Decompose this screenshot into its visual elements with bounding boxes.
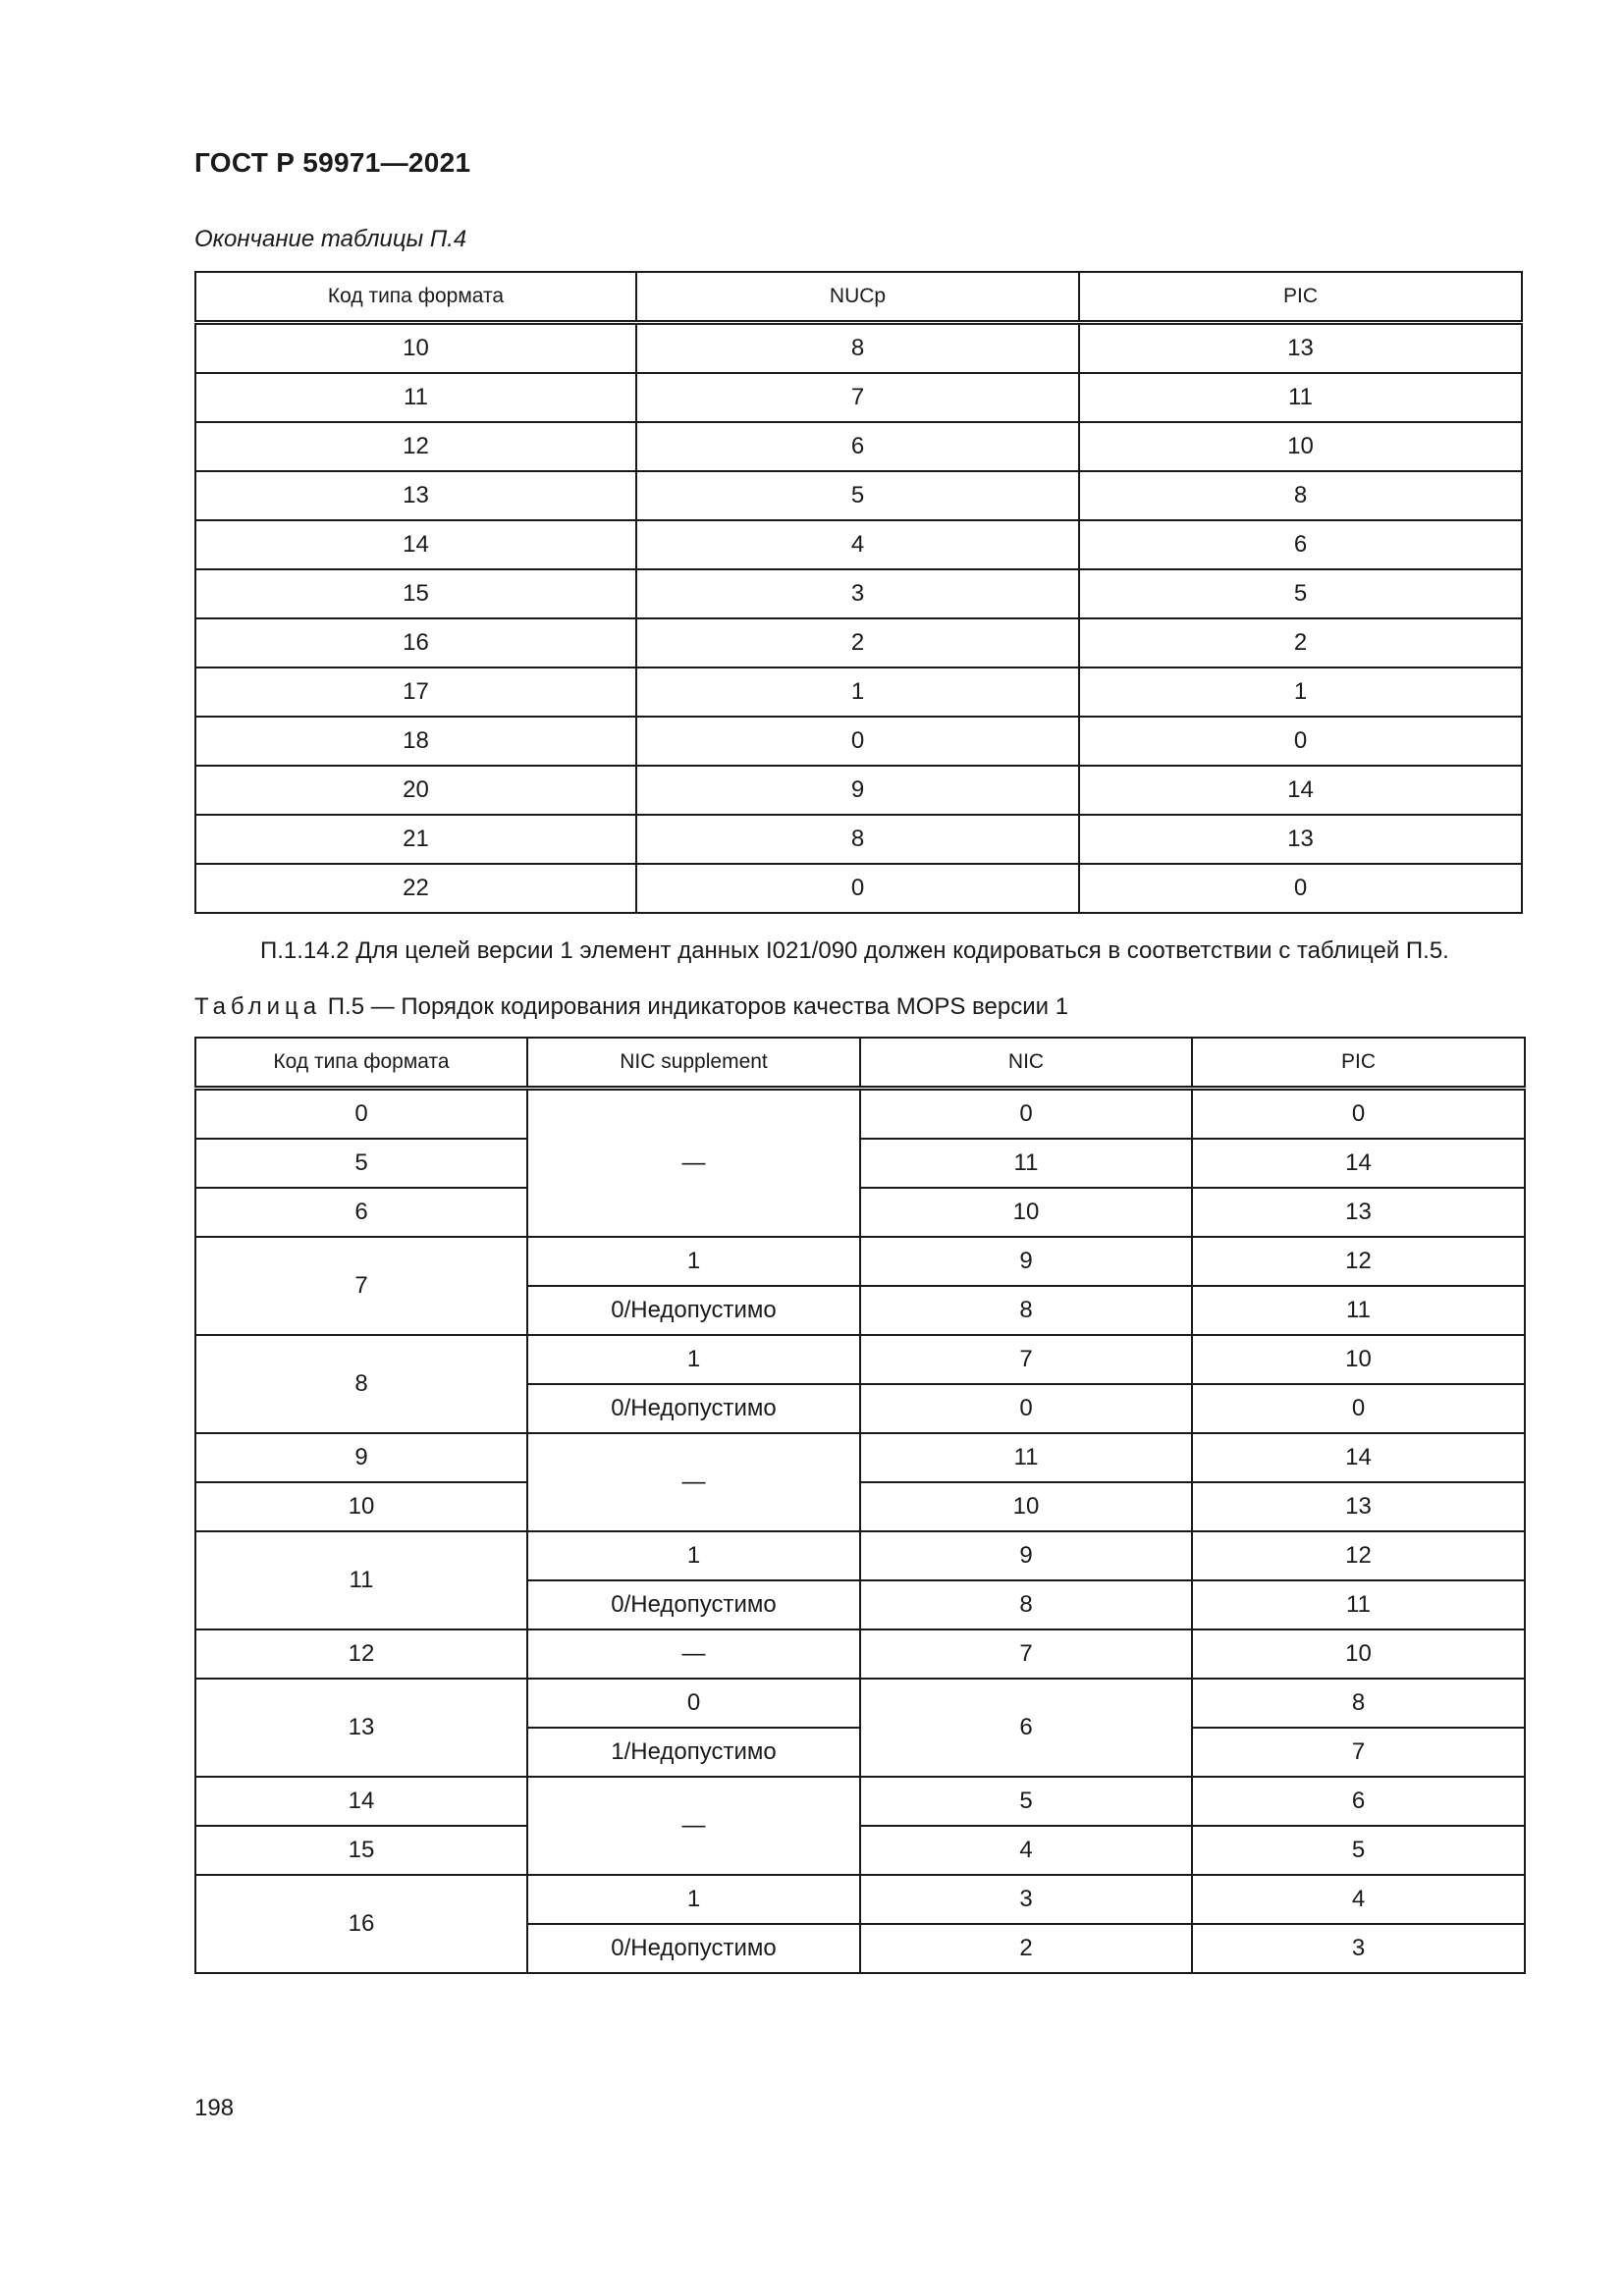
table-row <box>195 1139 1525 1188</box>
table-cell: 6 <box>195 1188 527 1237</box>
table-cell: 1/Недопустимо <box>527 1728 860 1777</box>
table-cell: 2 <box>636 618 1079 667</box>
table-cell: 12 <box>195 1629 527 1679</box>
table-cell: 20 <box>195 766 636 815</box>
table-row <box>195 864 1522 913</box>
table-cell: 7 <box>636 373 1079 422</box>
table-cell: 15 <box>195 1826 527 1875</box>
table-cell: 7 <box>1192 1728 1525 1777</box>
table-cell: 11 <box>860 1139 1192 1188</box>
table-cell: 0 <box>195 1089 527 1140</box>
table-cell: 7 <box>860 1335 1192 1384</box>
table-cell: 1 <box>1079 667 1522 717</box>
table-cell: 8 <box>860 1580 1192 1629</box>
table-row <box>195 815 1522 864</box>
table-cell: 12 <box>1192 1531 1525 1580</box>
table-p5-body <box>195 1089 1525 1974</box>
table-cell: 11 <box>195 373 636 422</box>
table-row <box>195 667 1522 717</box>
table-cell: 8 <box>860 1286 1192 1335</box>
table-row <box>195 1679 1525 1728</box>
table-row <box>195 717 1522 766</box>
table-cell: 14 <box>195 1777 527 1826</box>
table-cell: — <box>527 1777 860 1875</box>
table-cell: 1 <box>527 1531 860 1580</box>
table-row <box>195 1629 1525 1679</box>
table-cell: 0 <box>1079 864 1522 913</box>
column-header: Код типа формата <box>195 1038 527 1089</box>
table-cell: 7 <box>195 1237 527 1335</box>
table-p5-caption <box>194 993 1068 1021</box>
caption-text: П.5 — Порядок кодирования индикаторов качества MOPS версии 1 <box>321 993 1069 1020</box>
table-row <box>195 618 1522 667</box>
table-cell: 5 <box>636 471 1079 520</box>
table-cell: 10 <box>1079 422 1522 471</box>
table-cell: 4 <box>1192 1875 1525 1924</box>
table-cell: 9 <box>860 1531 1192 1580</box>
table-cell: 9 <box>636 766 1079 815</box>
column-header: NIC <box>860 1038 1192 1089</box>
table-cell: 6 <box>636 422 1079 471</box>
document-header: ГОСТ Р 59971—2021 <box>194 147 471 178</box>
table-cell: 0/Недопустимо <box>527 1924 860 1973</box>
table-cell: — <box>527 1433 860 1531</box>
table-cell: 0 <box>860 1384 1192 1433</box>
table-cell: 5 <box>1079 569 1522 618</box>
table-cell: 0 <box>1192 1089 1525 1140</box>
table-row <box>195 1875 1525 1924</box>
table-cell: 2 <box>860 1924 1192 1973</box>
column-header: PIC <box>1079 272 1522 323</box>
table-cell: 12 <box>195 422 636 471</box>
table-cell: 13 <box>195 471 636 520</box>
table-row <box>195 1188 1525 1237</box>
table-cell: 10 <box>860 1188 1192 1237</box>
table-cell: 0/Недопустимо <box>527 1384 860 1433</box>
column-header: Код типа формата <box>195 272 636 323</box>
table-cell: 6 <box>1079 520 1522 569</box>
table-cell: 4 <box>636 520 1079 569</box>
table-row <box>195 422 1522 471</box>
table-cell: 12 <box>1192 1237 1525 1286</box>
table-cell: 10 <box>195 323 636 374</box>
table-cell: 14 <box>195 520 636 569</box>
table-cell: 11 <box>860 1433 1192 1482</box>
table-row <box>195 373 1522 422</box>
table-cell: 1 <box>527 1335 860 1384</box>
caption-label: Таблица <box>194 993 322 1020</box>
table-cell: 8 <box>195 1335 527 1433</box>
table-row <box>195 1777 1525 1826</box>
table-cell: 16 <box>195 618 636 667</box>
table-cell: 3 <box>636 569 1079 618</box>
paragraph-p1-14-2: П.1.14.2 Для целей версии 1 элемент данных I021/090 должен кодироваться в соответствии с таблицей П.5. <box>260 937 1449 964</box>
table-cell: 13 <box>1192 1188 1525 1237</box>
table-cell: 8 <box>636 323 1079 374</box>
table-cell: 1 <box>527 1237 860 1286</box>
table-row <box>195 323 1522 374</box>
table-p4 <box>194 271 1523 914</box>
table-cell: 2 <box>1079 618 1522 667</box>
table-row <box>195 766 1522 815</box>
table-cell: 9 <box>195 1433 527 1482</box>
table-cell: 5 <box>1192 1826 1525 1875</box>
table-cell: 8 <box>1192 1679 1525 1728</box>
page-number: 198 <box>194 2095 235 2121</box>
table-row <box>195 569 1522 618</box>
table-cell: 22 <box>195 864 636 913</box>
column-header: NUCp <box>636 272 1079 323</box>
table-cell: 10 <box>195 1482 527 1531</box>
table-p4-caption: Окончание таблицы П.4 <box>194 226 467 252</box>
table-cell: 5 <box>195 1139 527 1188</box>
table-cell: 0 <box>636 717 1079 766</box>
table-cell: 16 <box>195 1875 527 1973</box>
table-cell: 3 <box>860 1875 1192 1924</box>
table-cell: 10 <box>860 1482 1192 1531</box>
table-cell: 0/Недопустимо <box>527 1286 860 1335</box>
table-cell: 0 <box>860 1089 1192 1140</box>
table-cell: 5 <box>860 1777 1192 1826</box>
table-cell: 11 <box>1079 373 1522 422</box>
table-cell: 14 <box>1192 1433 1525 1482</box>
table-row <box>195 471 1522 520</box>
table-cell: 3 <box>1192 1924 1525 1973</box>
table-cell: 4 <box>860 1826 1192 1875</box>
table-cell: 11 <box>1192 1286 1525 1335</box>
table-cell: — <box>527 1089 860 1238</box>
table-cell: 10 <box>1192 1335 1525 1384</box>
table-header-row <box>195 1038 1525 1089</box>
table-cell: 6 <box>1192 1777 1525 1826</box>
table-cell: — <box>527 1629 860 1679</box>
table-cell: 13 <box>1079 323 1522 374</box>
table-cell: 6 <box>860 1679 1192 1777</box>
table-row <box>195 1826 1525 1875</box>
table-cell: 13 <box>1079 815 1522 864</box>
table-cell: 15 <box>195 569 636 618</box>
table-p4-body <box>195 323 1522 914</box>
table-cell: 0 <box>527 1679 860 1728</box>
table-header-row <box>195 272 1522 323</box>
table-row <box>195 520 1522 569</box>
table-cell: 17 <box>195 667 636 717</box>
table-cell: 8 <box>636 815 1079 864</box>
column-header: NIC supplement <box>527 1038 860 1089</box>
table-cell: 8 <box>1079 471 1522 520</box>
table-row <box>195 1482 1525 1531</box>
table-cell: 0/Недопустимо <box>527 1580 860 1629</box>
table-row <box>195 1335 1525 1384</box>
table-cell: 1 <box>636 667 1079 717</box>
table-cell: 21 <box>195 815 636 864</box>
table-cell: 11 <box>1192 1580 1525 1629</box>
table-cell: 18 <box>195 717 636 766</box>
table-cell: 0 <box>1079 717 1522 766</box>
table-row <box>195 1531 1525 1580</box>
column-header: PIC <box>1192 1038 1525 1089</box>
table-cell: 13 <box>1192 1482 1525 1531</box>
table-row <box>195 1433 1525 1482</box>
table-cell: 11 <box>195 1531 527 1629</box>
table-p5 <box>194 1037 1526 1974</box>
table-cell: 14 <box>1192 1139 1525 1188</box>
table-cell: 13 <box>195 1679 527 1777</box>
table-cell: 10 <box>1192 1629 1525 1679</box>
table-row <box>195 1089 1525 1140</box>
table-row <box>195 1237 1525 1286</box>
table-cell: 1 <box>527 1875 860 1924</box>
table-cell: 14 <box>1079 766 1522 815</box>
table-cell: 0 <box>1192 1384 1525 1433</box>
table-cell: 9 <box>860 1237 1192 1286</box>
table-cell: 0 <box>636 864 1079 913</box>
table-cell: 7 <box>860 1629 1192 1679</box>
